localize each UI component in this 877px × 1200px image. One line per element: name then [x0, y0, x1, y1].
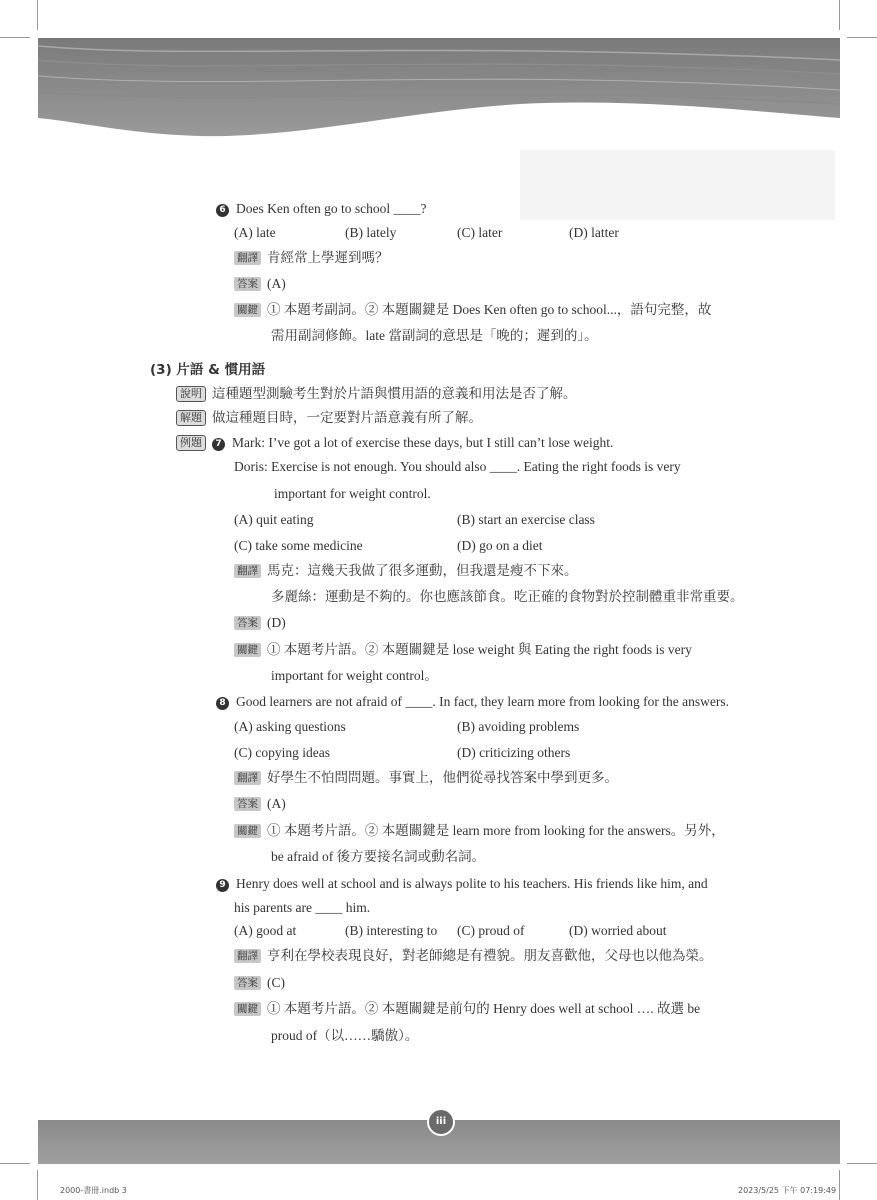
question-stem: Does Ken often go to school ____?	[236, 201, 427, 216]
page-number: iii	[435, 1116, 447, 1127]
option-a: (A) quit eating	[234, 512, 314, 527]
key-explanation: 關鍵 ① 本題考片語。② 本題關鍵是 lose weight 與 Eating the right foods is very	[234, 641, 692, 659]
option-d: (D) criticizing others	[457, 745, 571, 760]
question-7: 例題 7 Mark: I’ve got a lot of exercise these days, but I still can’t lose weight.	[176, 434, 613, 452]
section-title: (3) 片語 & 慣用語	[150, 362, 266, 378]
crop-mark	[839, 1170, 840, 1200]
question-9: 9 Henry does well at school and is always polite to his teachers. His friends like him, and	[216, 875, 708, 893]
option-b: (B) interesting to	[345, 923, 438, 938]
crop-mark	[847, 37, 877, 38]
key-tag: 關鍵	[234, 1002, 261, 1016]
crop-mark	[839, 0, 840, 30]
translation-cont: 多麗絲：運動是不夠的。你也應該節食。吃正確的食物對於控制體重非常重要。	[271, 589, 744, 604]
option-b: (B) start an exercise class	[457, 512, 595, 527]
translation-tag: 翻譯	[234, 949, 261, 963]
translation: 翻譯 好學生不怕問問題。事實上，他們從尋找答案中學到更多。	[234, 769, 618, 787]
answer-tag: 答案	[234, 797, 261, 811]
key-explanation: 關鍵 ① 本題考片語。② 本題關鍵是 learn more from looking for the answers。另外，	[234, 822, 725, 840]
key-tag: 關鍵	[234, 303, 261, 317]
key-explanation: 關鍵 ① 本題考副詞。② 本題關鍵是 Does Ken often go to school...，語句完整，故	[234, 301, 711, 319]
question-number: 7	[212, 438, 225, 451]
key-tag: 關鍵	[234, 824, 261, 838]
key-explanation: 關鍵 ① 本題考片語。② 本題關鍵是前句的 Henry does well at school …. 故選 be	[234, 1000, 700, 1018]
crop-mark	[37, 1170, 38, 1200]
translation: 翻譯 亨利在學校表現良好，對老師總是有禮貌。朋友喜歡他，父母也以他為榮。	[234, 947, 713, 965]
footer-timestamp: 2023/5/25 下午 07:19:49	[738, 1186, 837, 1195]
answer-tag: 答案	[234, 277, 261, 291]
answer: 答案 (D)	[234, 614, 286, 632]
option-a: (A) late	[234, 225, 276, 240]
answer: 答案 (A)	[234, 795, 286, 813]
page-number-badge	[427, 1108, 455, 1136]
question-number: 9	[216, 879, 229, 892]
translation-tag: 翻譯	[234, 564, 261, 578]
translation: 翻譯 肯經常上學遲到嗎？	[234, 249, 389, 267]
question-number: 8	[216, 697, 229, 710]
option-d: (D) latter	[569, 225, 619, 240]
solution-tag: 解題	[176, 410, 206, 426]
answer: 答案 (C)	[234, 974, 285, 992]
option-c: (C) take some medicine	[234, 538, 363, 553]
option-c: (C) copying ideas	[234, 745, 330, 760]
question-number: 6	[216, 204, 229, 217]
translation-tag: 翻譯	[234, 251, 261, 265]
question-stem-cont: his parents are ____ him.	[234, 900, 371, 915]
key-explanation-cont: 需用副詞修飾。late 當副詞的意思是「晚的；遲到的」。	[271, 328, 598, 343]
option-a: (A) good at	[234, 923, 297, 938]
crop-mark	[0, 1163, 30, 1164]
question-stem: Doris: Exercise is not enough. You should also ____. Eating the right foods is very	[234, 459, 681, 474]
translation-tag: 翻譯	[234, 771, 261, 785]
option-d: (D) worried about	[569, 923, 667, 938]
answer: 答案 (A)	[234, 275, 286, 293]
crop-mark	[37, 0, 38, 30]
footer-file-info: 2000-書冊.indb 3	[60, 1186, 127, 1195]
key-explanation-cont: proud of（以……驕傲）。	[271, 1028, 419, 1043]
description-tag: 說明	[176, 386, 206, 402]
option-c: (C) later	[457, 225, 503, 240]
header-band	[0, 0, 877, 230]
option-b: (B) lately	[345, 225, 397, 240]
question-stem-cont: important for weight control.	[274, 486, 431, 501]
option-d: (D) go on a diet	[457, 538, 543, 553]
crop-mark	[847, 1163, 877, 1164]
key-explanation-cont: be afraid of 後方要接名詞或動名詞。	[271, 849, 486, 864]
section-solution: 解題 做這種題目時，一定要對片語意義有所了解。	[176, 409, 482, 427]
key-explanation-cont: important for weight control。	[271, 668, 438, 683]
option-a: (A) asking questions	[234, 719, 346, 734]
section-description: 說明 這種題型測驗考生對於片語與慣用語的意義和用法是否了解。	[176, 385, 577, 403]
translation: 翻譯 馬克：這幾天我做了很多運動，但我還是瘦不下來。	[234, 562, 578, 580]
question-6	[216, 200, 426, 218]
answer-tag: 答案	[234, 976, 261, 990]
crop-mark	[0, 37, 30, 38]
option-b: (B) avoiding problems	[457, 719, 580, 734]
example-tag: 例題	[176, 435, 206, 451]
key-tag: 關鍵	[234, 643, 261, 657]
question-8: 8 Good learners are not afraid of ____. In fact, they learn more from looking for the answers.	[216, 693, 729, 711]
option-c: (C) proud of	[457, 923, 525, 938]
answer-tag: 答案	[234, 616, 261, 630]
